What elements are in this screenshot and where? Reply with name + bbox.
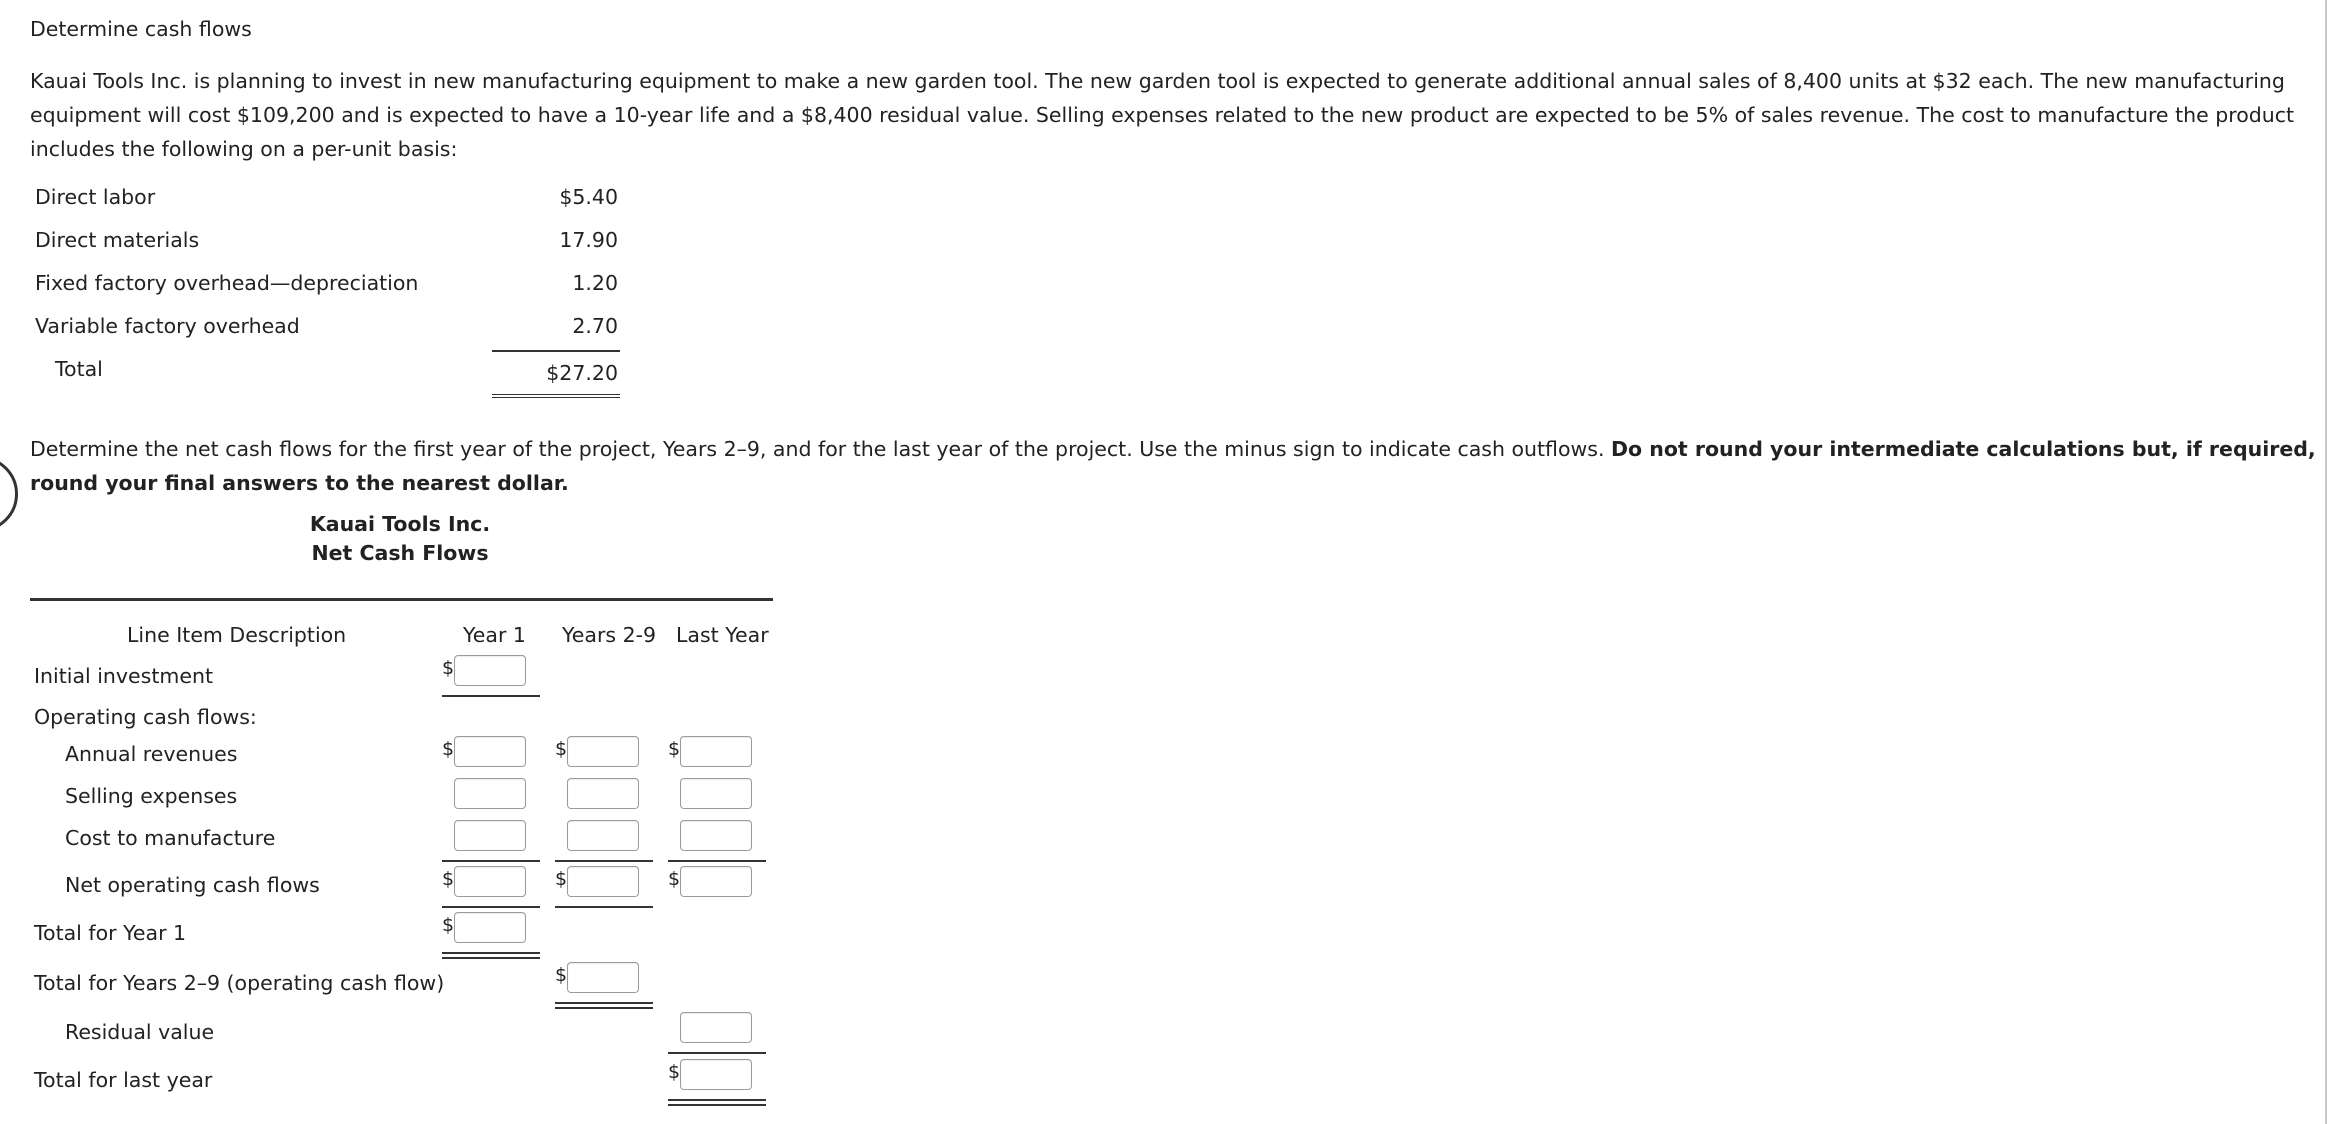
header-last-year: Last Year: [676, 623, 769, 647]
dollar-sign: $: [442, 914, 455, 936]
statement-heading: [30, 510, 770, 568]
cost-total-value: $27.20: [492, 350, 620, 398]
cost-label: Fixed factory overhead—depreciation: [35, 271, 419, 295]
header-description: Line Item Description: [127, 623, 347, 647]
row-label-annual-revenues: Annual revenues: [65, 742, 238, 766]
row-label-operating-header: Operating cash flows:: [34, 705, 257, 729]
row-label-total-years2-9: Total for Years 2–9 (operating cash flow): [34, 971, 445, 995]
cost-to-manufacture-year1-input[interactable]: [454, 820, 526, 851]
row-label-net-operating: Net operating cash flows: [65, 873, 320, 897]
statement-name: Net Cash Flows: [311, 541, 489, 565]
total-year1-input[interactable]: [454, 912, 526, 943]
cost-row: [30, 305, 630, 348]
cost-label: Direct labor: [35, 185, 156, 209]
total-last-year-input[interactable]: [680, 1059, 752, 1090]
cost-value: 2.70: [572, 314, 618, 338]
row-label-total-last-year: Total for last year: [34, 1068, 213, 1092]
dollar-sign: $: [555, 868, 568, 890]
problem-intro: Kauai Tools Inc. is planning to invest in new manufacturing equipment to make a new garden tool. The new garden tool is expected to generate additional annual sales of 8,400 units at $32 each. The new manufacturing equipment will cost $109,200 and is expected to have a 10-year life and a $8,400 residual value. Selling expenses related to the new product are expected to be 5% of sales revenue. The cost to manufacture the product includes the following on a per-unit basis:: [30, 69, 2295, 161]
table-top-rule: [30, 598, 773, 601]
row-label-initial-investment: Initial investment: [34, 664, 214, 688]
revenues-last-year-input[interactable]: [680, 736, 752, 767]
selling-expenses-year1-input[interactable]: [454, 778, 526, 809]
cost-row: [30, 176, 630, 219]
initial-investment-year1-input[interactable]: [454, 655, 526, 686]
dollar-sign: $: [442, 657, 455, 679]
cost-total-row: [30, 348, 630, 391]
row-label-residual-value: Residual value: [65, 1020, 215, 1044]
dollar-sign: $: [442, 738, 455, 760]
cost-total-label: Total: [55, 357, 103, 381]
dollar-sign: $: [555, 738, 568, 760]
scrollbar[interactable]: [2325, 0, 2340, 1124]
cost-to-manufacture-years2-9-input[interactable]: [567, 820, 639, 851]
instructions-bold: Do not round your intermediate calculations but, if required, round your final answers to the nearest dollar.: [30, 437, 2316, 495]
selling-expenses-years2-9-input[interactable]: [567, 778, 639, 809]
cost-value: 1.20: [572, 271, 618, 295]
residual-value-last-year-input[interactable]: [680, 1012, 752, 1043]
problem-content: [30, 14, 2322, 1092]
dollar-sign: $: [442, 868, 455, 890]
net-operating-last-year-input[interactable]: [680, 866, 752, 897]
row-label-selling-expenses: Selling expenses: [65, 784, 238, 808]
cost-label: Direct materials: [35, 228, 200, 252]
instructions-text: Determine the net cash flows for the first year of the project, Years 2–9, and for the last year of the project. Use the minus sign to indicate cash outflows.: [30, 437, 1611, 461]
side-circle-icon: [0, 456, 18, 532]
revenues-year1-input[interactable]: [454, 736, 526, 767]
cost-row: [30, 262, 630, 305]
header-years2-9: Years 2-9: [562, 623, 657, 647]
cost-label: Variable factory overhead: [35, 314, 300, 338]
dollar-sign: $: [668, 1061, 681, 1083]
problem-title: Determine cash flows: [30, 17, 252, 41]
instructions: [30, 432, 2330, 500]
cost-to-manufacture-last-year-input[interactable]: [680, 820, 752, 851]
net-operating-years2-9-input[interactable]: [567, 866, 639, 897]
row-label-total-year1: Total for Year 1: [34, 921, 187, 945]
header-year1: Year 1: [463, 623, 526, 647]
row-label-cost-to-manufacture: Cost to manufacture: [65, 826, 276, 850]
cost-value: $5.40: [559, 185, 618, 209]
selling-expenses-last-year-input[interactable]: [680, 778, 752, 809]
cost-row: [30, 219, 630, 262]
dollar-sign: $: [668, 738, 681, 760]
net-operating-year1-input[interactable]: [454, 866, 526, 897]
cost-value: 17.90: [559, 228, 618, 252]
revenues-years2-9-input[interactable]: [567, 736, 639, 767]
total-years2-9-input[interactable]: [567, 962, 639, 993]
company-name: Kauai Tools Inc.: [309, 512, 491, 536]
dollar-sign: $: [668, 868, 681, 890]
dollar-sign: $: [555, 964, 568, 986]
unit-cost-table: [30, 176, 630, 391]
